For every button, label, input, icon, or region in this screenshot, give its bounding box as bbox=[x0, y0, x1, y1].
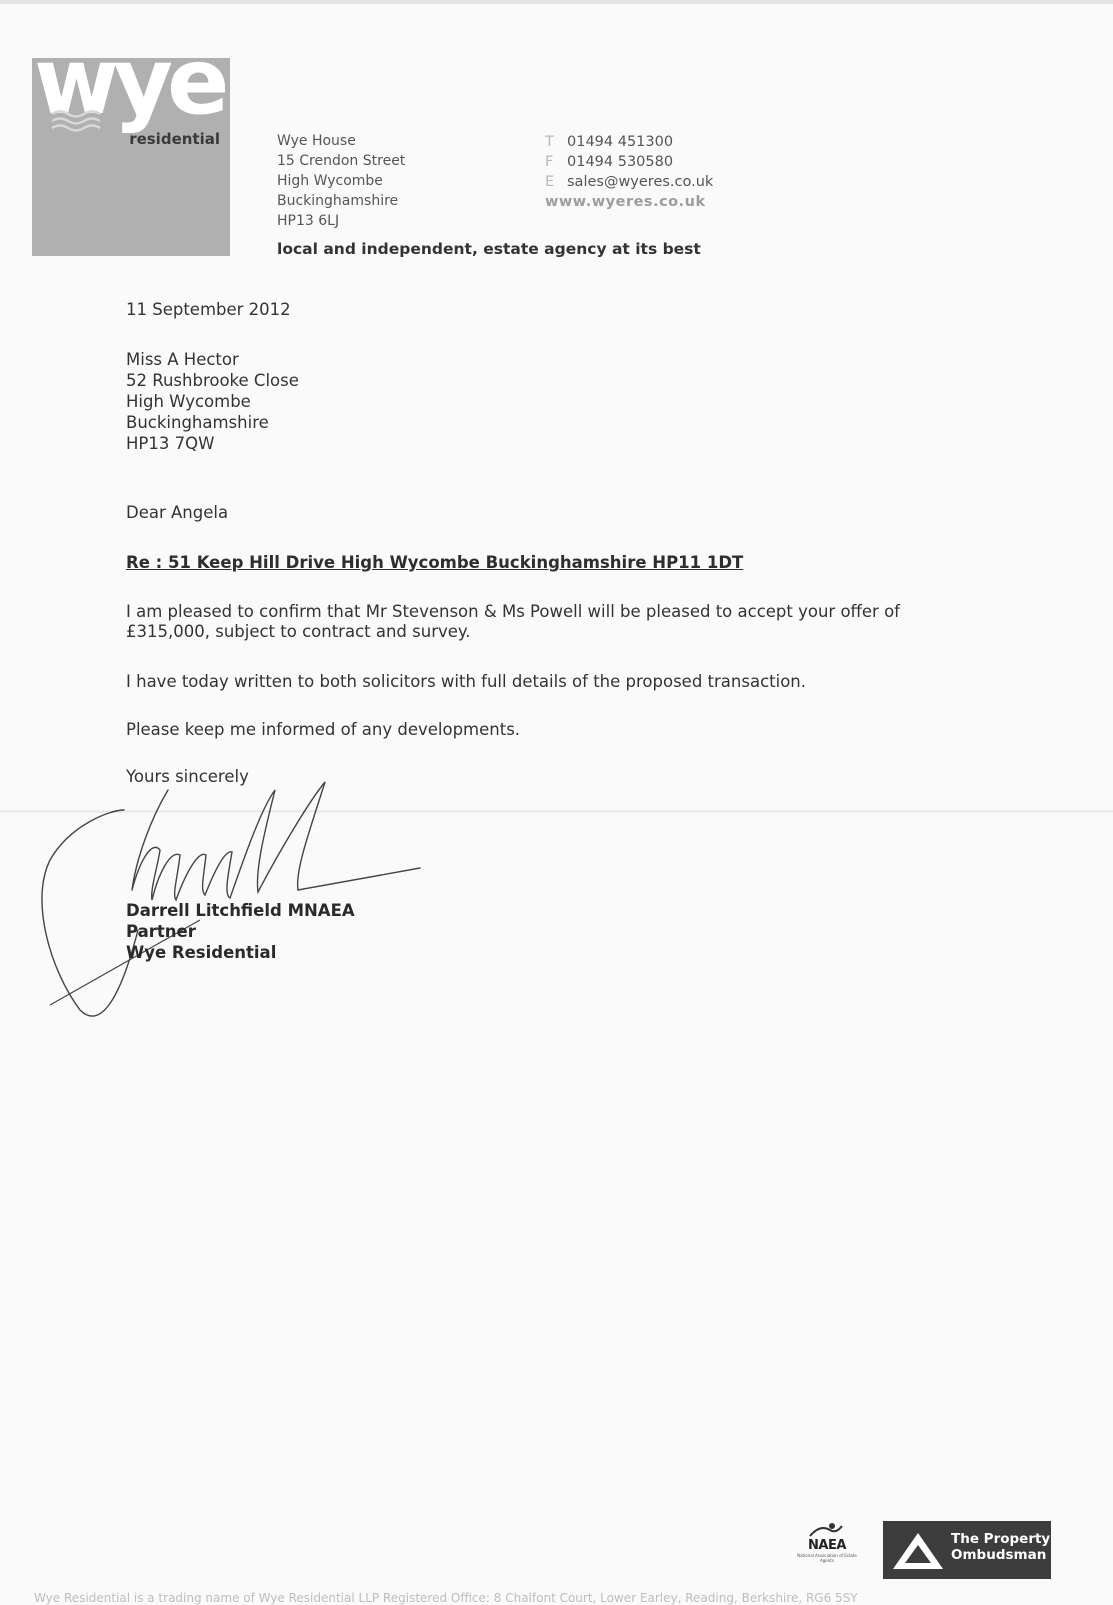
office-address bbox=[277, 131, 405, 231]
website: www.wyeres.co.uk bbox=[545, 194, 706, 210]
naea-wordmark: NAEA bbox=[808, 1538, 846, 1553]
logo-wordmark: wye bbox=[34, 28, 224, 135]
phone-row bbox=[545, 132, 713, 152]
recipient-line: High Wycombe bbox=[126, 392, 251, 411]
address-line: Wye House bbox=[277, 133, 356, 149]
naea-emblem-icon bbox=[806, 1520, 846, 1540]
wye-residential-logo bbox=[32, 28, 230, 256]
logo-subtitle: residential bbox=[129, 130, 220, 148]
letter-date: 11 September 2012 bbox=[126, 300, 291, 319]
address-line: 15 Crendon Street bbox=[277, 153, 406, 169]
address-line: High Wycombe bbox=[277, 173, 383, 189]
phone-label: T bbox=[545, 134, 554, 150]
recipient-line: HP13 7QW bbox=[126, 434, 215, 453]
tagline: local and independent, estate agency at its best bbox=[277, 240, 701, 258]
email-row bbox=[545, 172, 713, 192]
signatory-block bbox=[126, 900, 355, 963]
address-line: HP13 6LJ bbox=[277, 213, 340, 229]
subject-line: Re : 51 Keep Hill Drive High Wycombe Buckinghamshire HP11 1DT bbox=[126, 553, 744, 572]
phone-number: 01494 451300 bbox=[567, 134, 674, 150]
naea-subtitle: National Association of Estate Agents bbox=[797, 1553, 857, 1563]
signatory-title: Partner bbox=[126, 922, 196, 941]
paragraph-offer: I am pleased to confirm that Mr Stevenson & Ms Powell will be pleased to accept your offer of £315,000, subject to contract and survey. bbox=[126, 602, 900, 641]
address-line: Buckinghamshire bbox=[277, 193, 399, 209]
ombudsman-triangle-icon bbox=[891, 1531, 945, 1571]
paragraph-solicitors: I have today written to both solicitors with full details of the proposed transaction. bbox=[126, 672, 807, 691]
property-ombudsman-logo bbox=[883, 1521, 1051, 1579]
email-address: sales@wyeres.co.uk bbox=[567, 174, 714, 190]
fax-row bbox=[545, 152, 713, 172]
fax-label: F bbox=[545, 154, 554, 170]
salutation: Dear Angela bbox=[126, 503, 229, 522]
fax-number: 01494 530580 bbox=[567, 154, 674, 170]
logo-waves-icon bbox=[50, 108, 110, 132]
page-top-edge bbox=[0, 0, 1113, 4]
email-label: E bbox=[545, 174, 555, 190]
footer-legal-text: Wye Residential is a trading name of Wye Residential LLP Registered Office: 8 Chalfont Court, Lower Earley, Reading, Berkshire, RG6 5SY bbox=[34, 1591, 858, 1605]
recipient-line: Miss A Hector bbox=[126, 350, 239, 369]
signatory-company: Wye Residential bbox=[126, 943, 277, 962]
closing: Yours sincerely bbox=[126, 767, 249, 786]
signatory-name: Darrell Litchfield MNAEA bbox=[126, 901, 355, 920]
recipient-address bbox=[126, 349, 299, 454]
ombudsman-wordmark: The Property Ombudsman bbox=[951, 1531, 1051, 1563]
paragraph-developments: Please keep me informed of any developments. bbox=[126, 720, 521, 739]
recipient-line: Buckinghamshire bbox=[126, 413, 269, 432]
recipient-line: 52 Rushbrooke Close bbox=[126, 371, 299, 390]
contact-details bbox=[545, 132, 713, 212]
paper-fold bbox=[0, 810, 1113, 813]
naea-logo bbox=[792, 1520, 862, 1578]
